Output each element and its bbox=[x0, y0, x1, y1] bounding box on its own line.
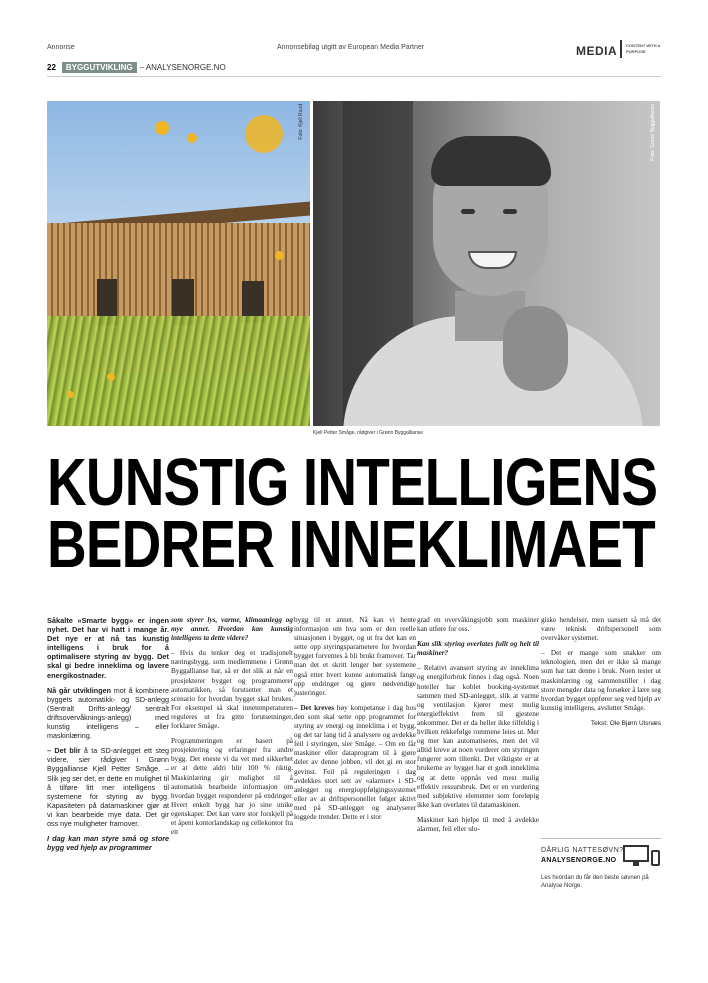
eye bbox=[461, 209, 475, 214]
paragraph: Programmeringen er basert på prosjektering og erfaringer fra andre bygg. Det eneste vi da vet med sikkerhet er at dette aldri blir 100 % riktig. Maskinlæring gir mulighet til å automatisk bearbeide informasjon om hvordan bygget responderer på endringer. Hvert enkelt bygg har jo sine unike egenskaper. Det kan være stor forskjell på et åpent kontorlandskap og cellekontor fra ett bbox=[171, 737, 293, 837]
media-logo bbox=[576, 38, 661, 62]
publisher-line: Annonsebilag utgitt av European Media Partner bbox=[277, 44, 425, 51]
flower bbox=[245, 115, 283, 153]
logo-tagline: CONTENT WITH A PURPOSE bbox=[626, 43, 661, 54]
eye bbox=[503, 209, 517, 214]
paragraph bbox=[47, 746, 169, 828]
right-photo-credit: Foto: Grønn Byggallianse bbox=[650, 104, 656, 161]
author-credit: Tekst: Ole Bjørn Ulsnæs bbox=[590, 719, 661, 727]
question: I dag kan man styre små og store bygg ved hjelp av programmer bbox=[47, 834, 169, 853]
annonse-label: Annonse bbox=[47, 44, 75, 51]
left-photo-credit: Foto: Kjell Ruud bbox=[298, 104, 304, 140]
flower bbox=[155, 121, 169, 135]
article-column-4 bbox=[417, 616, 539, 840]
paragraph-text: å ta SD-anlegget ett steg videre, sier rådgiver i Grønn Byggallianse Kjell Petter Småge. – Slik jeg ser det, er dette en mulighet til å tilføre litt mer intelligens til systemene for styring av bygg. Kapasiteten på datamaskiner gjør at vi kan bearbeide mye data. Det gir oss nye muligheter framover. bbox=[47, 746, 169, 828]
lead-paragraph: Såkalte «Smarte bygg» er ingen nyhet. Det har vi hatt i mange år. Det nye er at nå tas kunstig intelligens i bruk for å optimalisere styring av bygg. Det skal gi bedre inneklima og lavere energikostnader. bbox=[47, 616, 169, 680]
flower bbox=[107, 373, 115, 381]
paragraph: – Det er mange som snakker om teknologien, men det er ikke så mange som har tatt denne i bruk. Noen tester ut maskinlæring og sammenstiller i dag store mengder data og forsøker å lære seg hvordan bygget oppfører seg ved hjelp av kunstig intelligens, avslutter Småge. bbox=[541, 649, 661, 712]
header-rule bbox=[47, 76, 661, 77]
promo-box[interactable] bbox=[541, 838, 661, 890]
photo-caption: Kjell Petter Småge, rådgiver i Grønn Byggallianse bbox=[313, 430, 424, 436]
section-bar bbox=[47, 62, 226, 74]
paragraph bbox=[294, 704, 416, 822]
paragraph: bygg til et annet. Nå kan vi hente informasjon om hva som er den reelle situasjonen i bygget, og ut fra det kan en sette opp styringsparametere for hvordan bygget forventes å bli brukt framover. Tar man det et skritt lenger bør systemene også etter hvert kunne automatisk fange opp endringer og gjøre nødvendige justeringer. bbox=[294, 616, 416, 697]
promo-link[interactable]: ANALYSENORGE.NO bbox=[541, 857, 617, 864]
phone-icon bbox=[651, 850, 660, 866]
paragraph: – Relativt avansert styring av inneklima og energiforbruk finnes i dag også. Noen hoteller har koblet booking-systemet sammen med SD-anlegget, slik at varme og ventilasjon kjører mest mulig energieffektivt frem til gjestene ankommer. Det er da heller ikke tilfeldig i hvilken rekkefølge rommene leies ut. Mer og mer kan automatiseres, men det vil alltid kreve at noen vurderer om styringen fungerer som tiltenkt. Det viktigste er at brukerne av bygget har et godt inneklima og at dette oppnås ved mest mulig effektiv ressursbruk. Det er en vurdering med subjektive elementer som foreløpig ikke kan overlates til datamaskinen. bbox=[417, 664, 539, 809]
flower bbox=[67, 391, 74, 398]
flower bbox=[275, 251, 284, 260]
paragraph: Maskiner kan hjelpe til med å avdekke alarmer, feil eller ulo- bbox=[417, 815, 539, 833]
page-header bbox=[47, 40, 661, 58]
flower bbox=[187, 133, 197, 143]
grass-foreground bbox=[47, 316, 310, 426]
question: som styrer lys, varme, klimaanlegg og mye annet. Hvordan kan kunstig intelligens ta dette videre? bbox=[171, 616, 293, 643]
promo-description: Les hvordan du får den beste søvnen på Analyse Norge. bbox=[541, 875, 649, 889]
paragraph-lead-in: – Det blir bbox=[47, 746, 81, 756]
headline bbox=[47, 445, 658, 582]
promo-title: DÅRLIG NATTESØVN? bbox=[541, 847, 624, 854]
site-name: – ANALYSENORGE.NO bbox=[139, 63, 226, 72]
paragraph: giske hendelser, men uansett så må det være teknisk driftspersonell som overvåker systemet. bbox=[541, 616, 661, 643]
page-number: 22 bbox=[47, 63, 56, 72]
article-column-1 bbox=[47, 616, 169, 858]
article-column-2 bbox=[171, 616, 293, 843]
logo-divider bbox=[620, 40, 622, 58]
article-column-3 bbox=[294, 616, 416, 828]
monitor-icon bbox=[623, 845, 649, 862]
paragraph-text: mot å kombinere byggets automatikk- og SD-anlegg (Sentralt Drifts-anlegg/ sentralt driftsovervåknings-anlegg) med kunstig intelligens – eller maskinlæring. bbox=[47, 685, 169, 741]
category-badge: BYGGUTVIKLING bbox=[62, 62, 137, 73]
hand bbox=[503, 306, 568, 391]
paragraph: – Hvis du tenker deg et tradisjonelt næringsbygg, som medlemmene i Grønn Byggallianse har, så er det slik at når en prosjekterer bygget og programmerer automatikken, så forutsetter man et scenario for hvordan bygget skal brukes. For eksempel så skal innetemperaturen reguleres ut fra gitte forutsetninger, forklarer Småge. bbox=[171, 649, 293, 731]
monitor-stand bbox=[633, 862, 639, 866]
hair bbox=[431, 136, 551, 186]
paragraph-text: høy kompetanse i dag hos den som skal sette opp programmet for styring av energi og inneklima i et bygg, og det tar lang tid å analysere og avdekke feil i styringen, sier Småge. – Om en får maskiner eller dataprogram til å gjøre deler av denne jobben, vil det gi en stor gevinst. Feil på reguleringen i dag avdekkes stort sett av «alarmer» i SD-anlegget og energioppfølgingssystemet eller av at driftspersonellet følger aktivt med på SD-anlegget og analyserer loggede trender. Dette er i stor bbox=[294, 703, 416, 821]
portrait-photo bbox=[313, 101, 660, 426]
paragraph-lead-in: Nå går utviklingen bbox=[47, 685, 111, 695]
question: Kan slik styring overlates fullt og helt til maskiner? bbox=[417, 640, 539, 658]
headline-line-2: BEDRER INNEKLIMAET bbox=[47, 507, 655, 582]
article-column-5 bbox=[541, 616, 661, 728]
paragraph bbox=[47, 686, 169, 741]
logo-word: MEDIA bbox=[576, 44, 618, 58]
headline-line-1: KUNSTIG INTELLIGENS bbox=[47, 445, 658, 520]
building-photo bbox=[47, 101, 310, 426]
paragraph-lead-in: – Det kreves bbox=[294, 703, 335, 712]
devices-icon bbox=[623, 845, 661, 869]
paragraph: grad en overvåkingsjobb som maskiner kan utføre for oss. bbox=[417, 616, 539, 634]
